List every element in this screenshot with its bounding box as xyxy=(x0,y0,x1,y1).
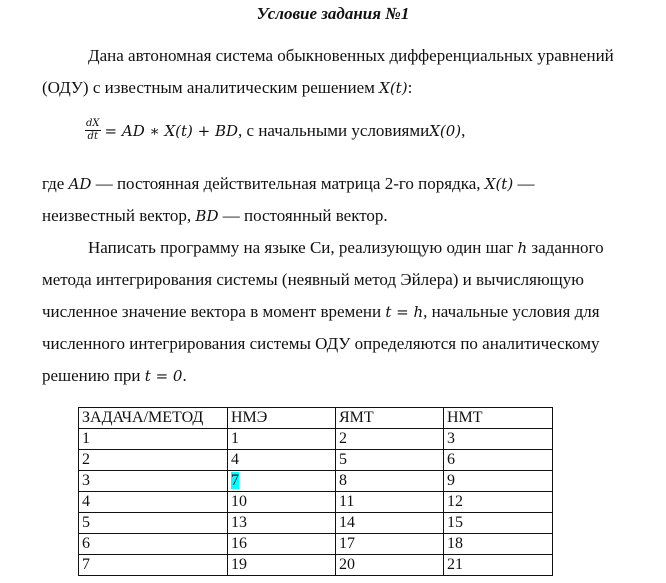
table-cell xyxy=(228,513,336,534)
intro-paragraph xyxy=(42,40,646,104)
table-row xyxy=(79,471,553,492)
table-cell xyxy=(79,513,228,534)
cell-text: 2 xyxy=(339,430,347,447)
table-cell xyxy=(444,429,553,450)
task-time-eq: t = h xyxy=(385,303,424,321)
variants-table xyxy=(78,407,553,576)
cell-text: 5 xyxy=(82,514,90,531)
def-text-d: неизвестный вектор, xyxy=(42,206,196,225)
task-line-4: численного интегрирования системы ОДУ определяются по аналитическому xyxy=(42,334,600,353)
table-cell xyxy=(228,555,336,576)
task-text-b: заданного xyxy=(527,238,604,257)
cell-text: 4 xyxy=(231,451,239,468)
cell-text: 13 xyxy=(231,514,247,531)
cell-text: ЯМТ xyxy=(339,409,374,426)
cell-text: 15 xyxy=(447,514,463,531)
cell-text: ЗАДАЧА/МЕТОД xyxy=(82,409,204,426)
cell-text: НМЭ xyxy=(231,409,268,426)
task-line-2: метода интегрирования системы (неявный метод Эйлера) и вычисляющую xyxy=(42,270,584,289)
intro-line-2 xyxy=(42,72,646,104)
cell-text: 14 xyxy=(339,514,355,531)
table-header-cell xyxy=(336,408,444,429)
cell-text: 6 xyxy=(82,535,90,552)
table-cell xyxy=(444,513,553,534)
task-line-1 xyxy=(42,232,646,264)
cell-text: 6 xyxy=(447,451,455,468)
def-vector-bd: BD xyxy=(195,207,219,225)
task-text-e: решению при xyxy=(42,366,145,385)
equation-text: , с начальными условиями xyxy=(238,120,430,140)
cell-text: 21 xyxy=(447,556,463,573)
cell-text: 1 xyxy=(82,430,90,447)
cell-text: 17 xyxy=(339,535,355,552)
highlighted-cell-text: 7 xyxy=(231,472,239,489)
table-cell xyxy=(444,450,553,471)
task-line-3 xyxy=(42,296,646,328)
def-text-b: — постоянная действительная матрица 2-го порядка, xyxy=(91,174,485,193)
table-header-cell xyxy=(228,408,336,429)
table-cell xyxy=(444,534,553,555)
table-cell xyxy=(336,513,444,534)
table-cell xyxy=(336,471,444,492)
def-matrix-ad: AD xyxy=(68,175,92,193)
task-text-c: численное значение вектора в момент времени xyxy=(42,302,386,321)
cell-text: 16 xyxy=(231,535,247,552)
table-cell xyxy=(79,471,228,492)
table-cell xyxy=(444,555,553,576)
intro-line-2-text: (ОДУ) с известным аналитическим решением xyxy=(42,78,380,97)
cell-text: 18 xyxy=(447,535,463,552)
cell-text: 1 xyxy=(231,430,239,447)
task-line-5 xyxy=(42,360,646,392)
variants-table-body xyxy=(79,408,553,576)
table-header-row xyxy=(79,408,553,429)
def-text-a: где xyxy=(42,174,69,193)
definitions-line-1 xyxy=(42,168,646,200)
table-row xyxy=(79,492,553,513)
derivative-fraction xyxy=(85,118,101,143)
solution-symbol: X(t) xyxy=(379,79,408,97)
cell-text: 19 xyxy=(231,556,247,573)
table-row xyxy=(79,513,553,534)
table-cell xyxy=(444,492,553,513)
def-vector-x: X(t) xyxy=(484,175,514,193)
def-text-e: — постоянный вектор. xyxy=(218,206,388,225)
intro-line-1: Дана автономная система обыкновенных дифференциальных уравнений xyxy=(88,46,614,65)
cell-text: 8 xyxy=(339,472,347,489)
task-title: Условие задания №1 xyxy=(256,4,410,23)
table-cell xyxy=(79,450,228,471)
cell-text: НМТ xyxy=(447,409,483,426)
table-row xyxy=(79,429,553,450)
table-cell xyxy=(228,492,336,513)
table-cell xyxy=(336,555,444,576)
table-cell xyxy=(79,429,228,450)
table-row xyxy=(79,534,553,555)
table-row xyxy=(79,555,553,576)
table-cell xyxy=(336,534,444,555)
table-header-cell xyxy=(79,408,228,429)
table-cell xyxy=(228,534,336,555)
table-row xyxy=(79,450,553,471)
fraction-numerator: dX xyxy=(86,118,100,129)
table-cell xyxy=(79,492,228,513)
table-cell xyxy=(444,471,553,492)
initial-condition: X(0) xyxy=(429,121,462,140)
cell-text: 3 xyxy=(447,430,455,447)
definitions-line-2 xyxy=(42,200,646,232)
table-cell xyxy=(228,471,336,492)
task-step-h: h xyxy=(517,239,528,257)
def-text-c: — xyxy=(513,174,535,193)
table-cell xyxy=(228,429,336,450)
equation-rhs: = AD ∗ X(t) + BD xyxy=(104,121,239,140)
intro-line-2-end: : xyxy=(407,78,413,97)
equation-end: , xyxy=(461,120,466,140)
cell-text: 20 xyxy=(339,556,355,573)
table-cell xyxy=(336,429,444,450)
table-cell xyxy=(79,555,228,576)
cell-text: 2 xyxy=(82,451,90,468)
task-paragraph xyxy=(42,232,646,392)
table-cell xyxy=(228,450,336,471)
cell-text: 12 xyxy=(447,493,463,510)
table-header-cell xyxy=(444,408,553,429)
cell-text: 9 xyxy=(447,472,455,489)
cell-text: 11 xyxy=(339,493,355,510)
cell-text: 5 xyxy=(339,451,347,468)
cell-text: 10 xyxy=(231,493,247,510)
cell-text: 7 xyxy=(82,556,90,573)
table-cell xyxy=(336,492,444,513)
definitions-paragraph xyxy=(42,168,646,232)
task-text-a: Написать программу на языке Си, реализующую один шаг xyxy=(88,238,518,257)
task-time-zero: t = 0 xyxy=(144,367,183,385)
fraction-denominator: dt xyxy=(87,131,98,142)
table-cell xyxy=(336,450,444,471)
cell-text: 3 xyxy=(82,472,90,489)
table-cell xyxy=(79,534,228,555)
cell-text: 4 xyxy=(82,493,90,510)
task-text-d: , начальные условия для xyxy=(423,302,600,321)
task-text-f: . xyxy=(182,366,187,385)
ode-equation xyxy=(85,118,465,143)
